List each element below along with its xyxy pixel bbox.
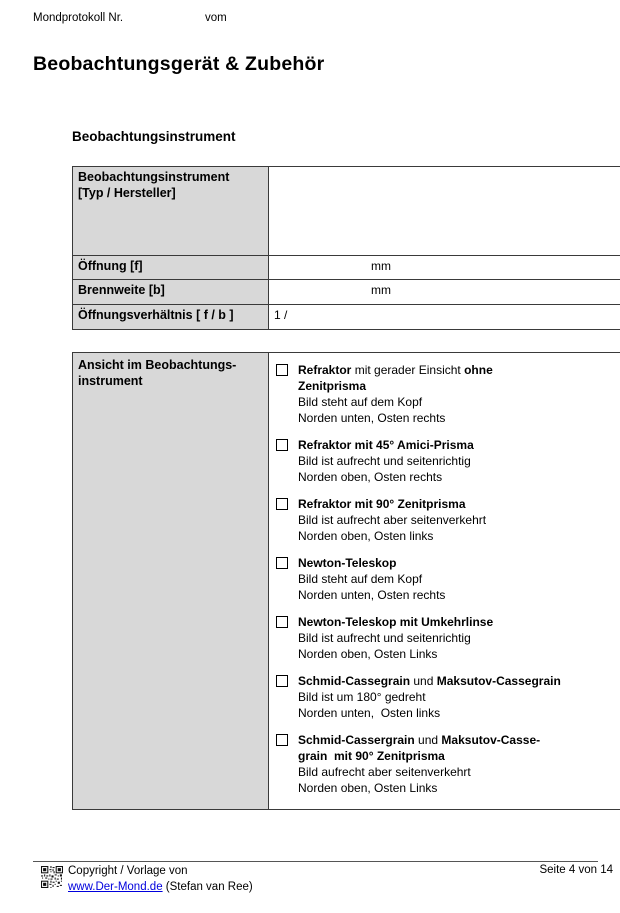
option-desc: Bild ist aufrecht aber seitenverkehrt — [298, 513, 487, 527]
option-title — [298, 437, 474, 453]
option-desc: Norden unten, Osten rechts — [298, 588, 446, 602]
instrument-table — [72, 166, 620, 330]
option-desc: Norden unten, Osten rechts — [298, 411, 446, 425]
option-text — [298, 732, 540, 796]
protocol-number-field[interactable] — [133, 12, 195, 25]
checkbox[interactable] — [276, 675, 288, 687]
checkbox[interactable] — [276, 557, 288, 569]
checkbox[interactable] — [276, 616, 288, 628]
option-title — [298, 496, 486, 512]
protocol-date-label: vom — [205, 12, 227, 24]
table-row — [73, 167, 620, 256]
option-desc: Bild ist aufrecht und seitenrichtig — [298, 454, 471, 468]
view-options-cell — [269, 353, 620, 810]
option-title-segment: grain mit 90° Zenitprisma — [298, 749, 445, 763]
option-text — [298, 496, 486, 544]
table-row — [73, 305, 620, 330]
checkbox[interactable] — [276, 439, 288, 451]
option-desc: Norden oben, Osten Links — [298, 781, 438, 795]
view-option — [276, 732, 620, 796]
table-row — [73, 353, 620, 810]
section-heading: Beobachtungsinstrument — [72, 129, 236, 144]
option-title-segment: Refraktor mit 45° Amici-Prisma — [298, 438, 474, 452]
option-desc: Norden oben, Osten links — [298, 529, 434, 543]
option-title-segment: Zenitprisma — [298, 379, 367, 393]
option-title-segment: und — [414, 733, 442, 747]
option-desc: Norden oben, Osten Links — [298, 647, 438, 661]
option-title-segment: Refraktor mit 90° Zenitprisma — [298, 497, 466, 511]
option-desc: Bild steht auf dem Kopf — [298, 572, 423, 586]
view-table — [72, 352, 620, 810]
label-line: Ansicht im Beobachtungs- — [78, 358, 237, 372]
view-label — [73, 353, 269, 810]
checkbox[interactable] — [276, 364, 288, 376]
copyright-line — [68, 880, 253, 896]
view-options-list — [276, 362, 620, 796]
view-option — [276, 555, 620, 603]
instrument-type-field[interactable] — [269, 167, 620, 256]
label-line: [Typ / Hersteller] — [78, 186, 176, 200]
link-suffix: (Stefan van Ree) — [162, 880, 253, 893]
option-title-segment: Schmid-Cassergrain — [298, 733, 415, 747]
option-title — [298, 362, 493, 394]
option-title — [298, 673, 561, 689]
protocol-number-label: Mondprotokoll Nr. — [33, 12, 124, 24]
label-line: instrument — [78, 374, 143, 388]
view-option — [276, 673, 620, 721]
option-title — [298, 732, 540, 764]
table-row — [73, 256, 620, 280]
option-desc: Bild steht auf dem Kopf — [298, 395, 423, 409]
footer-divider — [33, 861, 598, 862]
option-text — [298, 555, 445, 603]
checkbox[interactable] — [276, 734, 288, 746]
copyright-line: Copyright / Vorlage von — [68, 865, 188, 877]
instrument-type-label — [73, 167, 269, 256]
option-title — [298, 614, 493, 630]
view-option — [276, 362, 620, 426]
option-title-segment: Maksutov-Cassegrain — [436, 674, 561, 688]
aperture-label: Öffnung [f] — [73, 256, 269, 280]
view-option — [276, 437, 620, 485]
option-text — [298, 437, 474, 485]
label-line: Beobachtungsinstrument — [78, 170, 230, 184]
focal-ratio-label: Öffnungsverhältnis [ f / b ] — [73, 305, 269, 330]
focal-ratio-field[interactable]: 1 / — [269, 305, 620, 330]
der-mond-link[interactable]: www.Der-Mond.de — [68, 880, 163, 893]
option-desc: Bild aufrecht aber seitenverkehrt — [298, 765, 471, 779]
option-desc: Bild ist um 180° gedreht — [298, 690, 426, 704]
doc-header — [33, 12, 227, 24]
aperture-field[interactable] — [269, 256, 620, 280]
option-title-segment: ohne — [464, 363, 493, 377]
focal-length-label: Brennweite [b] — [73, 280, 269, 305]
option-title-segment: Newton-Teleskop — [298, 556, 397, 570]
page-title: Beobachtungsgerät & Zubehör — [33, 53, 325, 75]
page-indicator: Seite 4 von 14 — [539, 864, 613, 876]
option-desc: Norden oben, Osten rechts — [298, 470, 443, 484]
option-title-segment: Newton-Teleskop mit Umkehrlinse — [298, 615, 494, 629]
checkbox[interactable] — [276, 498, 288, 510]
option-title-segment: Schmid-Cassegrain — [298, 674, 411, 688]
option-text — [298, 673, 561, 721]
focal-length-field[interactable] — [269, 280, 620, 305]
option-title-segment: und — [410, 674, 437, 688]
option-title — [298, 555, 445, 571]
option-title-segment: mit gerader Einsicht — [351, 363, 465, 377]
unit-mm: mm — [371, 283, 391, 297]
option-text — [298, 614, 493, 662]
option-title-segment: Refraktor — [298, 363, 352, 377]
view-option — [276, 614, 620, 662]
option-title-segment: Maksutov-Casse- — [441, 733, 541, 747]
option-desc: Bild ist aufrecht und seitenrichtig — [298, 631, 471, 645]
option-text — [298, 362, 493, 426]
table-row — [73, 280, 620, 305]
unit-mm: mm — [371, 259, 391, 273]
option-desc: Norden unten, Osten links — [298, 706, 441, 720]
view-option — [276, 496, 620, 544]
